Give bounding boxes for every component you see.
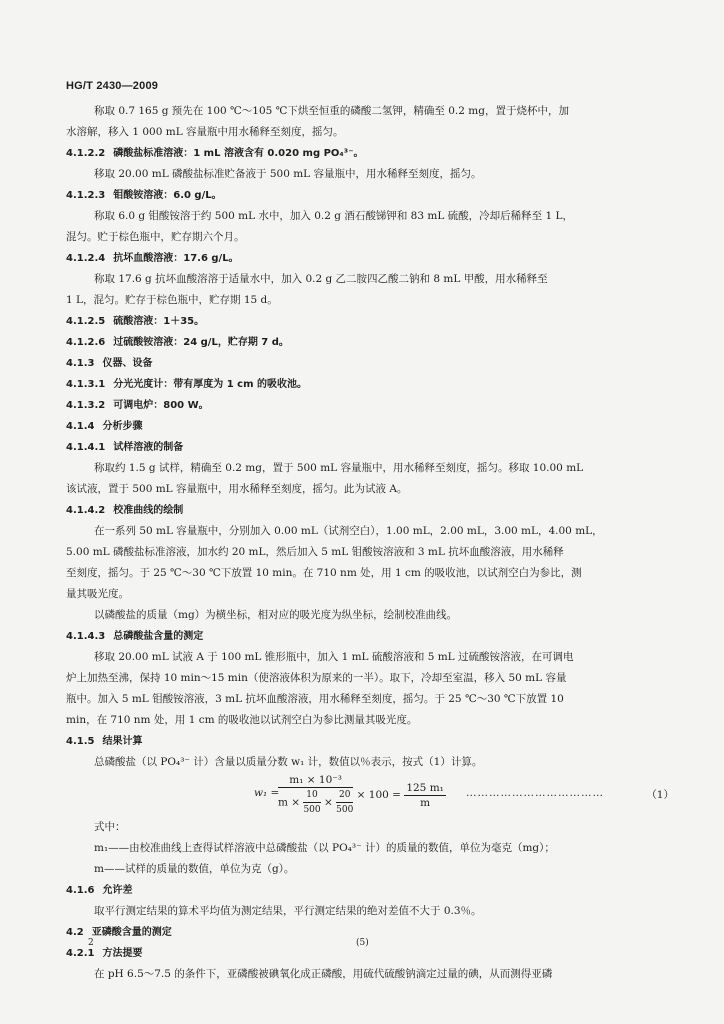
text-line: 瓶中。加入 5 mL 钼酸铵溶液，3 mL 抗坏血酸溶液，用水稀释至刻度，摇匀。于 25 ℃～30 ℃下放置 10 (66, 693, 564, 705)
inner-den-2: 500 (336, 805, 354, 815)
section-number: 4.2.1 (66, 948, 95, 959)
section-heading (66, 143, 670, 164)
section-title: 试样溶液的制备 (113, 442, 184, 453)
formula-denominator-2: m (420, 796, 431, 809)
section-title: 磷酸盐标准溶液：1 mL 溶液含有 0.020 mg PO₄³⁻。 (113, 148, 364, 159)
section-number: 4.1.4.1 (66, 442, 106, 453)
formula-fraction-2 (404, 781, 446, 810)
text-line: 炉上加热至沸，保持 10 min～15 min（使溶液体积为原来的一半）。取下，冷却至室温，移入 50 mL 容量 (66, 672, 567, 684)
section-heading (66, 185, 670, 206)
formula-leader-dots: ……………………………… (466, 787, 604, 799)
section-number: 4.1.2.5 (66, 316, 106, 327)
formula-fraction-1 (278, 773, 353, 817)
formula-expression (278, 773, 446, 817)
section-heading (66, 248, 670, 269)
section-title: 可调电炉：800 W。 (113, 400, 209, 411)
section-number: 4.1.4 (66, 421, 95, 432)
section-title: 钼酸铵溶液：6.0 g/L。 (113, 190, 222, 201)
inner-num-1: 10 (303, 788, 320, 803)
text-line: m₁——由校准曲线上查得试样溶液中总磷酸盐（以 PO₄³⁻ 计）的质量的数值，单位为毫克（mg）； (94, 842, 555, 854)
section-number: 4.1.2.3 (66, 190, 106, 201)
formula-mul100: × 100 = (356, 789, 401, 801)
section-heading (66, 416, 670, 437)
document-body (66, 101, 674, 985)
text-line: 至刻度，摇匀。于 25 ℃～30 ℃下放置 10 min。在 710 nm 处，用 1 cm 的吸收池，以试剂空白为参比，测 (66, 567, 582, 579)
text-line: 在一系列 50 mL 容量瓶中，分别加入 0.00 mL（试剂空白），1.00 mL，2.00 mL，3.00 mL，4.00 mL， (94, 525, 603, 537)
inner-den-1: 500 (303, 805, 321, 815)
text-line: 以磷酸盐的质量（mg）为横坐标，相对应的吸光度为纵坐标，绘制校准曲线。 (94, 609, 458, 621)
section-title: 总磷酸盐含量的测定 (113, 631, 204, 642)
text-line: 称取 6.0 g 钼酸铵溶于约 500 mL 水中，加入 0.2 g 酒石酸锑钾和 83 mL 硫酸，冷却后稀释至 1 L， (94, 210, 573, 222)
text-line: 5.00 mL 磷酸盐标准溶液，加水约 20 mL，然后加入 5 mL 钼酸铵溶液和 3 mL 抗坏血酸溶液，用水稀释 (66, 546, 564, 558)
formula-numerator-2: 125 m₁ (406, 781, 444, 794)
text-line: 量其吸光度。 (66, 588, 129, 600)
inner-num-2: 20 (336, 788, 353, 803)
text-line: 移取 20.00 mL 磷酸盐标准贮备液于 500 mL 容量瓶中，用水稀释至刻度，摇匀。 (94, 168, 482, 180)
section-number: 4.1.2.4 (66, 253, 106, 264)
section-number: 4.1.2.2 (66, 148, 106, 159)
section-number: 4.2 (66, 927, 84, 938)
section-number: 4.1.4.3 (66, 631, 106, 642)
section-heading (66, 353, 670, 374)
text-line: m——试样的质量的数值，单位为克（g）。 (94, 863, 295, 875)
text-line: 总磷酸盐（以 PO₄³⁻ 计）含量以质量分数 w₁ 计，数值以％表示，按式（1）计算。 (94, 756, 483, 768)
section-heading (66, 437, 670, 458)
section-number: 4.1.6 (66, 885, 95, 896)
text-line: 称取 0.7 165 g 预先在 100 ℃～105 ℃下烘至恒重的磷酸二氢钾，精确至 0.2 mg，置于烧杯中，加 (94, 105, 569, 117)
text-line: 1 L，混匀。贮存于棕色瓶中，贮存期 15 d。 (66, 294, 278, 306)
text-block-1 (66, 101, 670, 773)
section-title: 分光光度计：带有厚度为 1 cm 的吸收池。 (113, 379, 307, 390)
formula-number: （1） (646, 789, 674, 801)
section-heading (66, 332, 670, 353)
text-line: 混匀。贮于棕色瓶中，贮存期六个月。 (66, 231, 245, 243)
section-heading (66, 311, 670, 332)
section-title: 硫酸溶液：1＋35。 (113, 316, 205, 327)
formula-numerator-1: m₁ × 10⁻³ (278, 773, 353, 788)
text-line: 在 pH 6.5～7.5 的条件下，亚磷酸被碘氧化成正磷酸，用硫代硫酸钠滴定过量的碘，从而测得亚磷 (94, 968, 553, 980)
text-line: 式中： (94, 821, 126, 833)
section-number: 4.1.5 (66, 736, 95, 747)
standard-code-header: HG/T 2430—2009 (66, 80, 159, 92)
section-number: 4.1.3.2 (66, 400, 106, 411)
section-heading (66, 395, 670, 416)
section-number: 4.1.4.2 (66, 505, 106, 516)
section-number: 4.1.3.1 (66, 379, 106, 390)
text-line: 称取 17.6 g 抗坏血酸溶溶于适量水中，加入 0.2 g 乙二胺四乙酸二钠和 8 mL 甲酸，用水稀释至 (94, 273, 548, 285)
formula-inner-fraction-1 (303, 788, 320, 817)
footer-mark: (5) (356, 938, 369, 948)
section-heading (66, 880, 670, 901)
section-title: 分析步骤 (102, 421, 143, 432)
section-heading (66, 731, 670, 752)
formula-den-prefix: m × (278, 796, 301, 809)
text-line: 称取约 1.5 g 试样，精确至 0.2 mg，置于 500 mL 容量瓶中，用水稀释至刻度，摇匀。移取 10.00 mL (94, 462, 584, 474)
section-heading (66, 374, 670, 395)
section-title: 亚磷酸含量的测定 (91, 927, 172, 938)
section-title: 抗坏血酸溶液：17.6 g/L。 (113, 253, 239, 264)
page-number: 2 (88, 938, 94, 948)
section-title: 结果计算 (102, 736, 143, 747)
formula-lhs: w₁ = (254, 787, 280, 799)
section-number: 4.1.3 (66, 358, 95, 369)
formula-1 (66, 773, 674, 817)
text-block-2 (66, 817, 670, 985)
section-heading (66, 500, 670, 521)
text-line: 移取 20.00 mL 试液 A 于 100 mL 锥形瓶中，加入 1 mL 硫酸溶液和 5 mL 过硫酸铵溶液，在可调电 (94, 651, 574, 663)
section-number: 4.1.2.6 (66, 337, 106, 348)
section-title: 允许差 (102, 885, 133, 896)
section-title: 校准曲线的绘制 (113, 505, 184, 516)
section-title: 方法提要 (102, 948, 143, 959)
section-title: 过硫酸铵溶液：24 g/L，贮存期 7 d。 (113, 337, 289, 348)
text-line: 该试液，置于 500 mL 容量瓶中，用水稀释至刻度，摇匀。此为试液 A。 (66, 483, 408, 495)
formula-inner-fraction-2 (336, 788, 353, 817)
text-line: 取平行测定结果的算术平均值为测定结果，平行测定结果的绝对差值不大于 0.3％。 (94, 905, 482, 917)
text-line: 水溶解，移入 1 000 mL 容量瓶中用水稀释至刻度，摇匀。 (66, 126, 344, 138)
section-heading (66, 626, 670, 647)
text-line: min，在 710 nm 处，用 1 cm 的吸收池以试剂空白为参比测量其吸光度。 (66, 714, 418, 726)
section-title: 仪器、设备 (102, 358, 153, 369)
formula-denominator-1 (278, 788, 353, 817)
formula-times: × (323, 796, 333, 809)
